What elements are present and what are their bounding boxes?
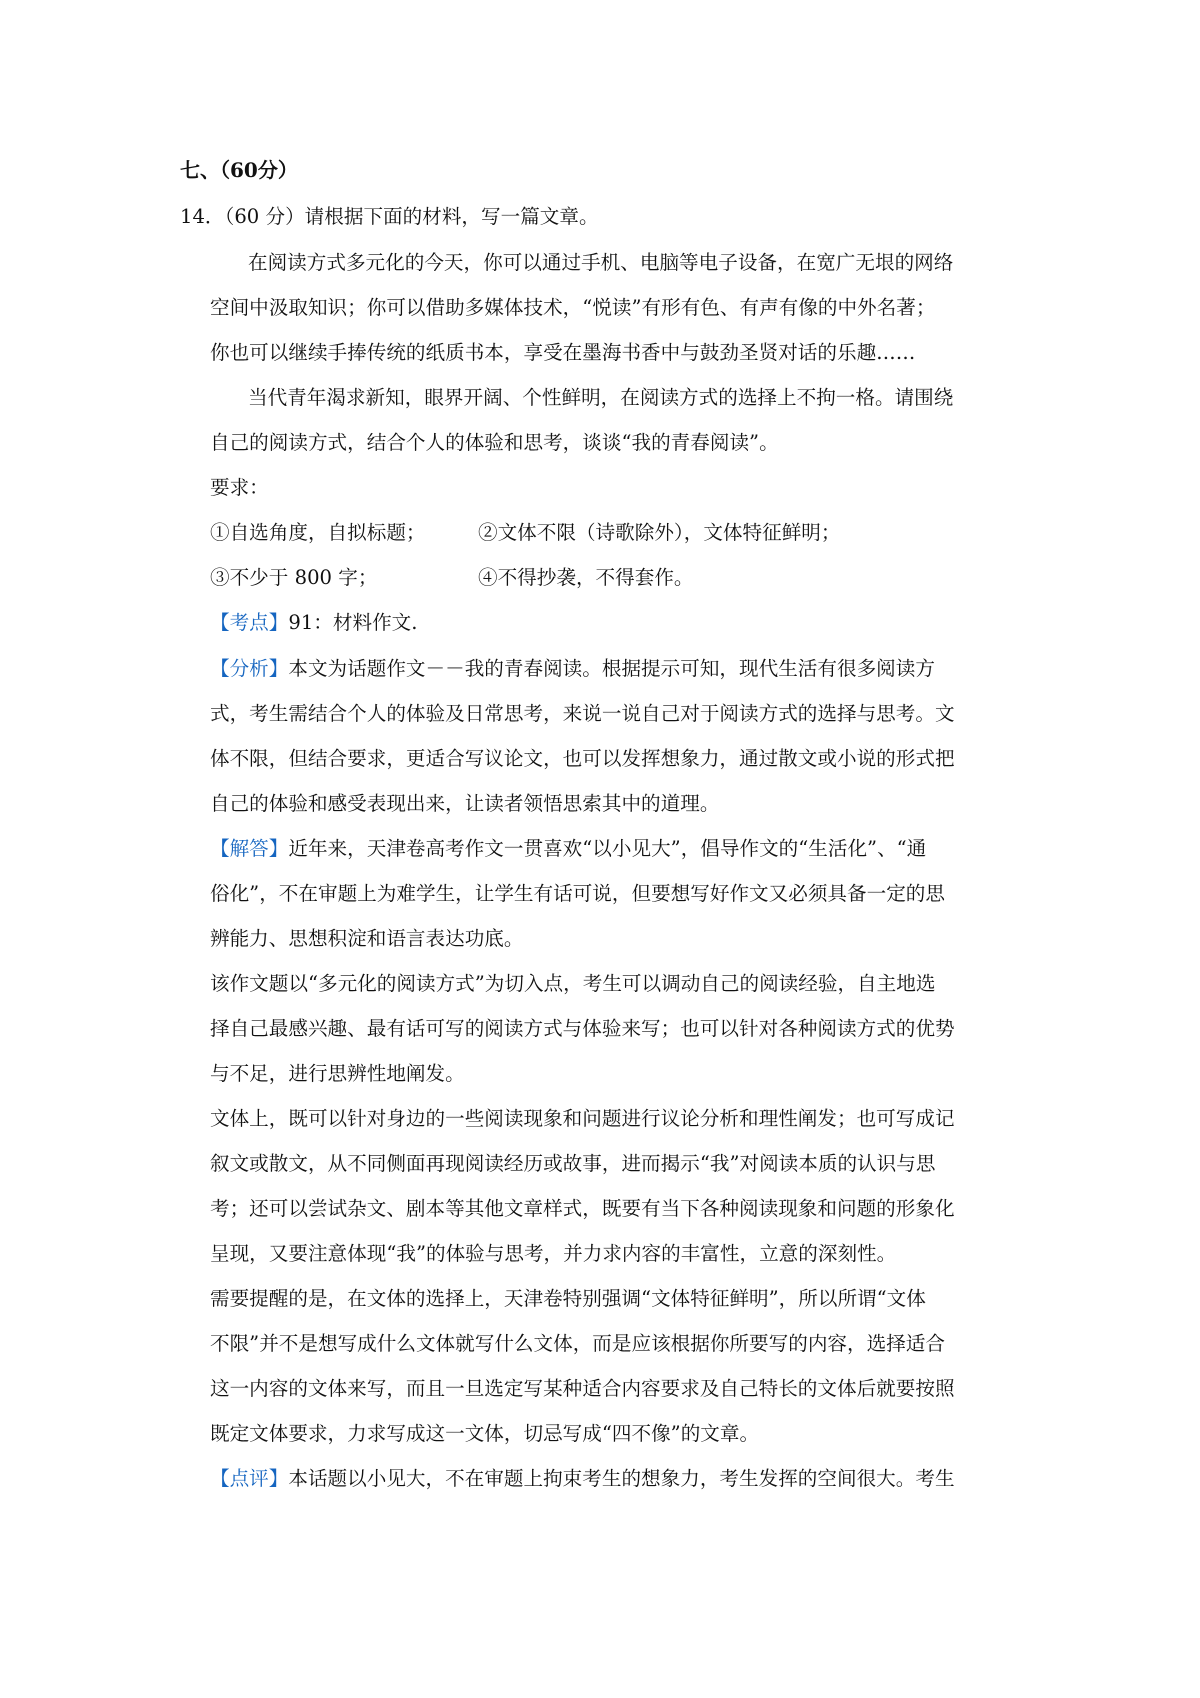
jieda-p4-line-2: 不限”并不是想写成什么文体就写什么文体，而是应该根据你所要写的内容，选择适合 — [210, 1332, 945, 1355]
jieda-p3-line-3: 考；还可以尝试杂文、剧本等其他文章样式，既要有当下各种阅读现象和问题的形象化 — [210, 1197, 955, 1220]
material-p1-line-2: 空间中汲取知识；你可以借助多媒体技术，“悦读”有形有色、有声有像的中外名著； — [210, 296, 936, 319]
material-p2-line-2: 自己的阅读方式，结合个人的体验和思考，谈谈“我的青春阅读”。 — [210, 431, 779, 454]
jieda-p2-line-3: 与不足，进行思辨性地阐发。 — [210, 1062, 465, 1085]
jieda-p3-line-2: 叙文或散文，从不同侧面再现阅读经历或故事，进而揭示“我”对阅读本质的认识与思 — [210, 1152, 936, 1175]
requirement-4: ④不得抄袭，不得套作。 — [478, 566, 694, 589]
jieda-p4-line-4: 既定文体要求，力求写成这一文体，切忌写成“四不像”的文章。 — [210, 1422, 760, 1445]
requirements-label: 要求： — [210, 476, 269, 499]
kaodian-line — [210, 610, 1020, 636]
fenxi-tag: 【分析】 — [210, 657, 289, 680]
question-line: 14．（60 分）请根据下面的材料，写一篇文章。 — [180, 205, 599, 228]
kaodian-text: 91：材料作文. — [288, 611, 418, 634]
fenxi-line-4: 自己的体验和感受表现出来，让读者领悟思索其中的道理。 — [210, 792, 720, 815]
jieda-p4-line-1: 需要提醒的是，在文体的选择上，天津卷特别强调“文体特征鲜明”，所以所谓“文体 — [210, 1287, 926, 1310]
requirements-row-2 — [210, 565, 1020, 591]
jieda-p3-line-1: 文体上，既可以针对身边的一些阅读现象和问题进行议论分析和理性阐发；也可写成记 — [210, 1107, 955, 1130]
fenxi-line-2: 式，考生需结合个人的体验及日常思考，来说一说自己对于阅读方式的选择与思考。文 — [210, 702, 955, 725]
jieda-p2-line-2: 择自己最感兴趣、最有话可写的阅读方式与体验来写；也可以针对各种阅读方式的优势 — [210, 1017, 955, 1040]
jieda-line-1 — [210, 836, 1020, 862]
requirement-2: ②文体不限（诗歌除外），文体特征鲜明； — [478, 521, 841, 544]
dianping-text: 本话题以小见大，不在审题上拘束考生的想象力，考生发挥的空间很大。考生 — [288, 1467, 955, 1490]
jieda-tag: 【解答】 — [210, 837, 289, 860]
dianping-tag: 【点评】 — [210, 1467, 289, 1490]
jieda-p2-line-1: 该作文题以“多元化的阅读方式”为切入点，考生可以调动自己的阅读经验，自主地选 — [210, 972, 936, 995]
material-p2-line-1: 当代青年渴求新知，眼界开阔、个性鲜明，在阅读方式的选择上不拘一格。请围绕 — [248, 386, 954, 409]
kaodian-tag: 【考点】 — [210, 611, 289, 634]
material-p1-line-3: 你也可以继续手捧传统的纸质书本，享受在墨海书香中与鼓劲圣贤对话的乐趣…… — [210, 341, 916, 364]
requirements-row-1 — [210, 520, 1020, 546]
fenxi-line-1 — [210, 656, 1020, 682]
jieda-line-2: 俗化”，不在审题上为难学生，让学生有话可说，但要想写好作文又必须具备一定的思 — [210, 882, 945, 905]
jieda-p4-line-3: 这一内容的文体来写，而且一旦选定写某种适合内容要求及自己特长的文体后就要按照 — [210, 1377, 955, 1400]
requirement-1: ①自选角度，自拟标题； — [210, 521, 426, 544]
fenxi-line-3: 体不限，但结合要求，更适合写议论文，也可以发挥想象力，通过散文或小说的形式把 — [210, 747, 955, 770]
requirement-3: ③不少于 800 字； — [210, 566, 378, 589]
fenxi-text: 本文为话题作文－－我的青春阅读。根据提示可知，现代生活有很多阅读方 — [288, 657, 935, 680]
jieda-text: 近年来，天津卷高考作文一贯喜欢“以小见大”，倡导作文的“生活化”、“通 — [288, 837, 927, 860]
jieda-p3-line-4: 呈现，又要注意体现“我”的体验与思考，并力求内容的丰富性，立意的深刻性。 — [210, 1242, 897, 1265]
dianping-line — [210, 1466, 1020, 1492]
jieda-line-3: 辨能力、思想积淀和语言表达功底。 — [210, 927, 524, 950]
material-p1-line-1: 在阅读方式多元化的今天，你可以通过手机、电脑等电子设备，在宽广无垠的网络 — [248, 251, 954, 274]
section-heading: 七、（60分） — [180, 158, 298, 182]
